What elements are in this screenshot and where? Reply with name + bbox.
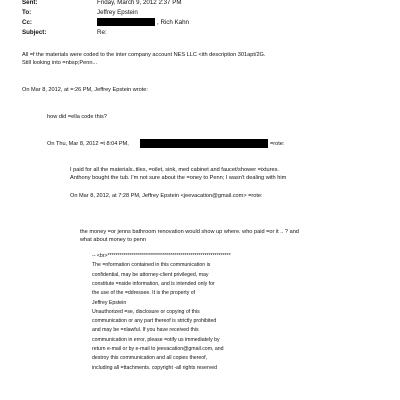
disclaimer-line: -- <br>************************************************************* — [92, 253, 231, 259]
disclaimer-line: and may be =nlawful. If you have received this — [92, 327, 199, 334]
redaction-box — [97, 18, 155, 26]
disclaimer-line: return e-mail or by e-mail to jeevacation@gmail.com, and — [92, 346, 224, 352]
disclaimer-line: constitute =nside information, and is intended only for — [92, 280, 215, 287]
body-line-2: Still looking into =nbsp;Penn... — [22, 60, 98, 66]
quote2-header-post: =rote: — [270, 141, 285, 147]
disclaimer-line: the use of the =ddressee. It is the property of — [92, 290, 196, 297]
disclaimer-line: confidential, may be attorney-client privileged, may — [92, 271, 209, 278]
disclaimer-line: Jeffrey Epstein — [92, 299, 127, 306]
sent-value: Friday, March 9, 2012 2:37 PM — [97, 0, 182, 6]
quote1-text: how did =ella code this? — [47, 114, 107, 120]
subject-label: Subject: — [22, 29, 47, 36]
subject-value: Re: — [97, 29, 107, 36]
quote3-header: On Mar 8, 2012, at 7:28 PM, Jeffrey Epstein <jeevacation@gmail.com> =rote: — [70, 193, 263, 199]
disclaimer-line: Unauthorized =se, disclosure or copying of this — [92, 308, 200, 315]
disclaimer-line: communication or any part thereof is strictly prohibited — [92, 318, 217, 325]
disclaimer-line: destroy this communication and all copies thereof, — [92, 355, 208, 362]
disclaimer-line: The =nformation contained in this communication is — [92, 262, 211, 269]
quote3-text-2: what about money to penn — [80, 237, 146, 243]
disclaimer-line: including all =ttachments. copyright -all rights reserved — [92, 364, 217, 371]
quote3-text-1: the money =or jenns bathroom renovation would show up where. who paid =or it .. ? and — [80, 229, 299, 235]
redaction-box — [140, 139, 268, 148]
disclaimer-line: communication in error, please =otify us immediately by — [92, 336, 220, 343]
cc-value: , Rich Kahn — [157, 19, 189, 26]
to-value: Jeffrey Epstein — [97, 9, 138, 16]
cc-label: Cc: — [22, 19, 32, 26]
body-line-1: All =f the materials were coded to the inter company account NES LLC <ith description 301apt/2G. — [22, 52, 266, 58]
quote2-header-pre: On Thu, Mar 8, 2012 =t 8:04 PM, — [47, 141, 129, 147]
quote2-text-1: I paid for all the materials..tiles, =oilet, sink, med cabinet and faucet/shower =ixtures. — [70, 167, 279, 173]
quote2-text-2: Anthony bought the tub. I'm not sure about the =oney to Penn; I wasn't dealing with him — [70, 175, 287, 181]
sent-label: Sent: — [22, 0, 38, 6]
quote1-header: On Mar 8, 2012, at =:26 PM, Jeffrey Epstein wrote: — [22, 87, 148, 93]
to-label: To: — [22, 9, 32, 16]
